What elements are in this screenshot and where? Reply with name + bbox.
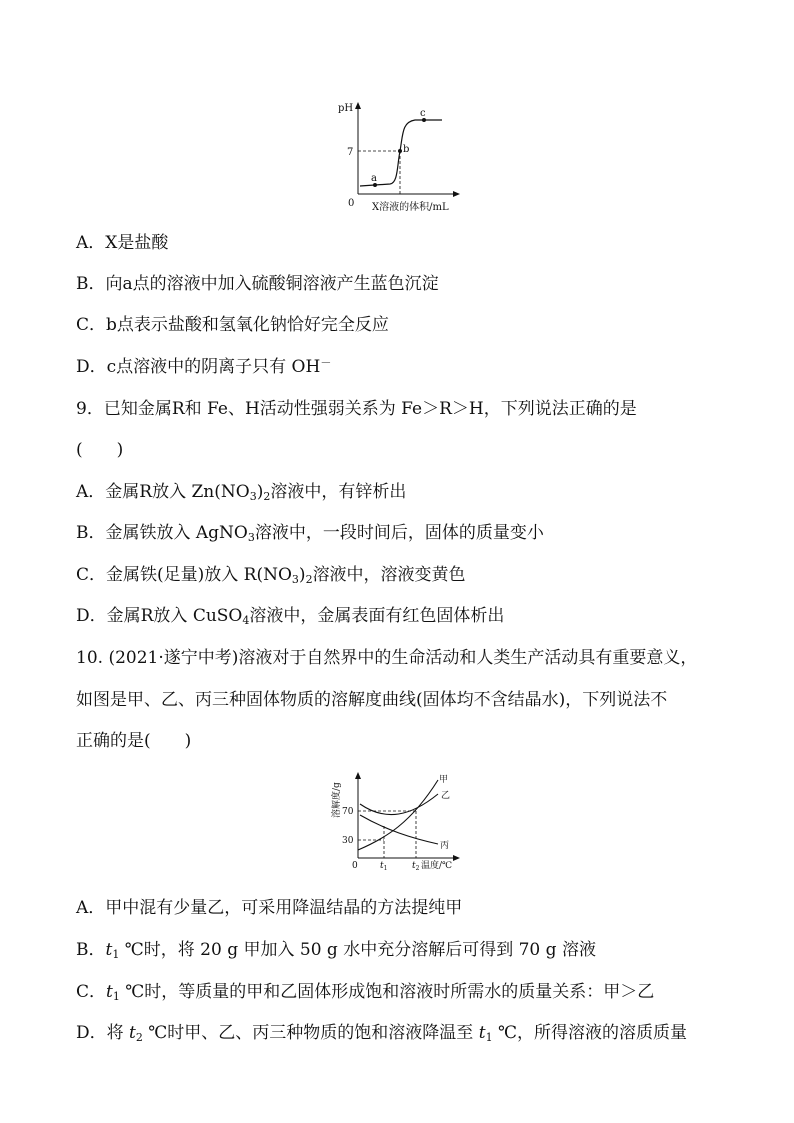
q8-option-d xyxy=(76,356,754,378)
q9-a-sub2: 2 xyxy=(263,490,271,503)
q9-option-a xyxy=(76,481,754,503)
ph7-tick-label: 7 xyxy=(347,147,354,158)
q9-d-pre: D．金属R放入 CuSO xyxy=(76,606,243,626)
q10-option-d xyxy=(76,1022,754,1044)
q8-option-d-sup: － xyxy=(320,356,332,369)
q10-b-post: ℃时，将 20 g 甲加入 50 g 水中充分溶解后可得到 70 g 溶液 xyxy=(119,940,596,960)
q9-c-sub1: 3 xyxy=(291,573,299,586)
q10-stem-line2: 如图是甲、乙、丙三种固体物质的溶解度曲线(固体均不含结晶水)，下列说法不 xyxy=(76,690,668,710)
q9-c-pre: C．金属铁(足量)放入 R(NO xyxy=(76,565,292,585)
y-axis-label: 溶解度/g xyxy=(332,782,342,818)
origin-label: 0 xyxy=(352,861,358,871)
curve-bing xyxy=(360,815,438,844)
point-a-label: a xyxy=(371,173,377,184)
solubility-curve-svg xyxy=(326,768,476,876)
q10-d-pre: D．将 xyxy=(76,1023,130,1043)
q8-option-b: B．向a点的溶液中加入硫酸铜溶液产生蓝色沉淀 xyxy=(76,274,439,294)
q9-c-post: 溶液中，溶液变黄色 xyxy=(312,565,466,585)
q10-d-mid: ℃时甲、乙、丙三种物质的饱和溶液降温至 xyxy=(142,1023,479,1043)
q10-b-sub: 1 xyxy=(112,948,120,961)
point-b-label: b xyxy=(403,144,410,155)
y-axis-arrow-icon xyxy=(355,772,361,779)
x-axis-arrow-icon xyxy=(453,855,460,861)
q10-c-pre: C． xyxy=(76,982,107,1002)
q9-d-post: 溶液中，金属表面有红色固体析出 xyxy=(249,606,505,626)
q10-b-pre: B． xyxy=(76,940,106,960)
curve-jia xyxy=(358,780,438,850)
q9-c-mid: ) xyxy=(298,565,306,585)
y70-tick-label: 70 xyxy=(342,807,354,817)
curve-bing-label: 丙 xyxy=(440,841,450,851)
q9-a-pre: A．金属R放入 Zn(NO xyxy=(76,482,250,502)
q10-stem-line1: 10. (2021·遂宁中考)溶液对于自然界中的生命活动和人类生产活动具有重要意义， xyxy=(76,648,698,668)
q8-option-a: A．X是盐酸 xyxy=(76,233,169,253)
solubility-curve-figure xyxy=(326,768,476,876)
q9-b-pre: B．金属铁放入 AgNO xyxy=(76,523,248,543)
q9-a-post: 溶液中，有锌析出 xyxy=(270,482,407,502)
point-c-label: c xyxy=(420,108,426,119)
q10-c-sub: 1 xyxy=(112,990,120,1003)
q8-option-c: C．b点表示盐酸和氢氧化钠恰好完全反应 xyxy=(76,315,389,335)
y30-tick-label: 30 xyxy=(342,836,354,846)
x-axis-arrow-icon xyxy=(453,191,460,197)
q9-option-c xyxy=(76,564,754,586)
x-axis-label: 温度/℃ xyxy=(421,861,453,871)
q10-option-c xyxy=(76,981,754,1003)
q9-c-sub2: 2 xyxy=(305,573,313,586)
q9-option-b xyxy=(76,522,754,544)
q10-option-a: A．甲中混有少量乙，可采用降温结晶的方法提纯甲 xyxy=(76,898,463,918)
curve-jia-label: 甲 xyxy=(439,775,449,785)
q10-c-t: t xyxy=(106,982,113,1002)
q10-d-sub1: 1 xyxy=(485,1031,493,1044)
q8-option-d-text: D．c点溶液中的阴离子只有 OH xyxy=(76,357,321,377)
x-axis-label: X溶液的体积/mL xyxy=(372,202,449,213)
t2-tick-label: $t_2$ xyxy=(412,861,420,872)
q9-b-post: 溶液中，一段时间后，固体的质量变小 xyxy=(254,523,544,543)
q10-b-t: t xyxy=(105,940,113,960)
q9-b-sub: 3 xyxy=(247,531,255,544)
q9-option-d xyxy=(76,605,754,627)
q10-stem-line3: 正确的是( ) xyxy=(76,731,192,751)
q9-stem: 9．已知金属R和 Fe、H活动性强弱关系为 Fe＞R＞H，下列说法正确的是 xyxy=(76,399,637,419)
q10-d-sub2: 2 xyxy=(135,1031,143,1044)
ph-curve-figure xyxy=(320,96,480,216)
q10-d-post: ℃，所得溶液的溶质质量 xyxy=(492,1023,687,1043)
curve-yi-label: 乙 xyxy=(441,791,451,801)
point-b-marker xyxy=(398,149,402,153)
q9-a-mid: ) xyxy=(256,482,264,502)
q10-d-t1: t xyxy=(478,1023,486,1043)
q10-c-post: ℃时，等质量的甲和乙固体形成饱和溶液时所需水的质量关系：甲＞乙 xyxy=(119,982,655,1002)
origin-label: 0 xyxy=(348,198,355,209)
q10-option-b xyxy=(76,939,754,961)
y-axis-arrow-icon xyxy=(355,102,361,109)
t1-tick-label: $t_1$ xyxy=(380,861,388,872)
q9-a-sub1: 3 xyxy=(249,490,257,503)
q10-d-t2: t xyxy=(129,1023,136,1043)
q9-answer-paren: ( ) xyxy=(76,440,124,460)
ph-curve-svg xyxy=(320,96,480,216)
q9-d-sub: 4 xyxy=(242,614,250,627)
y-axis-label: pH xyxy=(338,103,354,114)
